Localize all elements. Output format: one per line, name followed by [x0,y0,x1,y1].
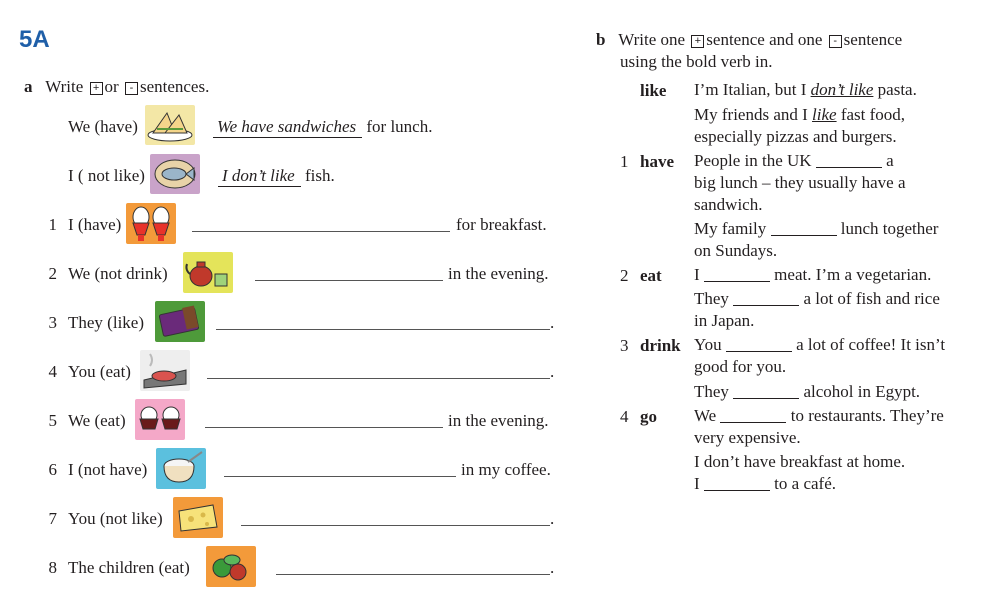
instruction-text: Write [45,77,84,96]
example-answer: I don’t like [218,166,301,187]
sentence [694,150,894,172]
example-answer-line [218,166,335,187]
sentence [694,334,945,356]
answer-blank[interactable] [276,574,550,575]
item-verb: drink [640,336,681,355]
item-ending: . [550,558,555,577]
item-ending: in my coffee. [461,460,551,479]
item-verb: eat [640,266,662,285]
chocolate-bar-icon [155,301,205,342]
exercise-b-instruction-line1 [596,30,902,50]
instruction-text: sentence [843,30,903,49]
item-number: 2 [48,264,57,283]
sentence-cont: sandwich. [694,195,763,214]
answer-blank[interactable] [224,476,456,477]
item-verb: have [640,152,674,171]
answer-blank[interactable] [733,291,799,306]
item-prompt: You (not like) [68,509,163,528]
example-ending: for lunch. [366,117,433,136]
item-number: 3 [48,313,57,332]
item-ending: . [550,362,555,381]
item-ending: in the evening. [448,264,549,283]
text: meat. I’m a vegetarian. [774,265,932,284]
sentence-cont: in Japan. [694,311,755,330]
text: We [694,406,717,425]
text: a lot of fish and rice [803,289,940,308]
item-number: 5 [48,411,57,430]
answer-blank[interactable] [205,427,443,428]
exercise-b-letter: b [596,30,606,49]
answer-blank[interactable] [207,378,550,379]
exercise-b-instruction-line2: using the bold verb in. [620,52,773,71]
sentence [694,218,938,240]
text: I [694,265,700,284]
sentence [694,381,920,403]
example-prompt: We (have) [68,117,138,136]
item-ending: . [550,509,555,528]
answer-blank[interactable] [241,525,550,526]
answer-blank[interactable] [255,280,443,281]
text: People in the UK [694,151,812,170]
text: I [694,474,700,493]
item-prompt: I (have) [68,215,122,234]
sentence [694,264,931,286]
sentence [694,405,944,427]
example-sentence-1 [694,79,917,101]
item-number: 2 [620,266,629,285]
text: My friends and I [694,105,808,124]
item-ending: for breakfast. [456,215,547,234]
item-prompt: You (eat) [68,362,131,381]
answer-blank[interactable] [720,408,786,423]
item-number: 4 [620,407,629,426]
item-number: 1 [620,152,629,171]
example-sentence-2-cont: especially pizzas and burgers. [694,127,897,146]
text: lunch together [840,219,939,238]
rice-bowls-icon [135,399,185,440]
minus-box-icon: - [829,35,842,48]
answer-blank[interactable] [216,329,550,330]
text: alcohol in Egypt. [803,382,921,401]
instruction-text: sentences. [139,77,210,96]
item-ending: in the evening. [448,411,549,430]
text: fast food, [840,105,906,124]
sandwich-icon [145,105,195,145]
sentence-cont: good for you. [694,357,787,376]
meat-icon [140,350,190,391]
item-prompt: They (like) [68,313,144,332]
unit-title: 5A [19,26,50,53]
example-ending: fish. [304,166,335,185]
instruction-text: or [104,77,119,96]
exercise-a-letter: a [24,77,33,96]
example-verb: like [640,81,667,100]
text: I’m Italian, but I [694,80,807,99]
item-verb: go [640,407,657,426]
plus-box-icon: + [691,35,704,48]
answer-blank[interactable] [192,231,450,232]
instruction-text: Write one [618,30,686,49]
sentence-cont: very expensive. [694,428,801,447]
sugar-bowl-icon [156,448,206,489]
answer-blank[interactable] [733,384,799,399]
item-number: 3 [620,336,629,355]
fish-plate-icon [150,154,200,194]
minus-box-icon: - [125,82,138,95]
instruction-text: sentence and one [706,30,823,49]
item-number: 6 [48,460,57,479]
cheese-icon [173,497,223,538]
exercise-a-instruction [24,77,209,97]
text: a lot of coffee! It isn’t [796,335,946,354]
item-prompt: I (not have) [68,460,148,479]
sentence-cont: on Sundays. [694,241,778,260]
item-prompt: The children (eat) [68,558,190,577]
answer-blank[interactable] [704,267,770,282]
answer-blank[interactable] [771,221,837,236]
example-underlined-answer: like [812,105,837,124]
text: They [694,382,729,401]
item-prompt: We (not drink) [68,264,168,283]
text: a [886,151,894,170]
text: to a café. [774,474,836,493]
sentence-cont: big lunch – they usually have a [694,173,906,192]
text: They [694,289,729,308]
plus-box-icon: + [90,82,103,95]
item-number: 8 [48,558,57,577]
item-number: 1 [48,215,57,234]
answer-blank[interactable] [726,337,792,352]
example-answer-line [213,117,432,138]
sentence [694,288,940,310]
item-ending: . [550,313,555,332]
item-prompt: We (eat) [68,411,126,430]
teapot-icon [183,252,233,293]
example-underlined-answer: don’t like [810,80,874,99]
item-number: 4 [48,362,57,381]
boiled-eggs-icon [126,203,176,244]
sentence [694,473,836,495]
text: to restaurants. They’re [790,406,944,425]
example-answer: We have sandwiches [213,117,362,138]
text: pasta. [877,80,917,99]
answer-blank[interactable] [816,153,882,168]
answer-blank[interactable] [704,476,770,491]
vegetables-icon [206,546,256,587]
example-sentence-2 [694,104,905,126]
item-number: 7 [48,509,57,528]
text: My family [694,219,767,238]
sentence: I don’t have breakfast at home. [694,452,906,471]
text: You [694,335,722,354]
example-prompt: I ( not like) [68,166,145,185]
